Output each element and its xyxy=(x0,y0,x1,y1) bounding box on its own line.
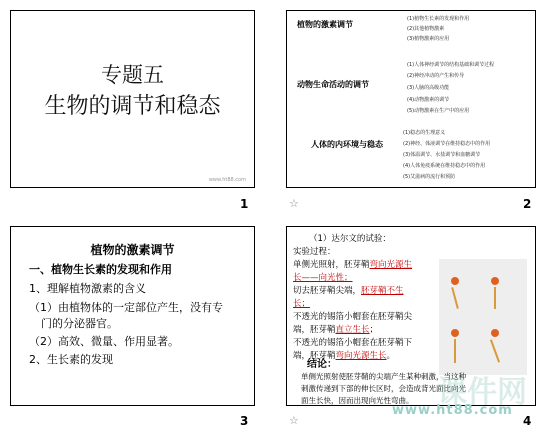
slide4-line: 切去胚芽鞘尖端，胚芽鞘不生 xyxy=(293,286,404,296)
slide3-line: （1）由植物体的一定部位产生，没有专 xyxy=(29,301,223,314)
slide4-line: 实验过程： xyxy=(293,247,336,257)
watermark-logo: 课件网 xyxy=(437,375,527,406)
slide3-line: 2、生长素的发现 xyxy=(29,353,113,366)
slide4-line: 不透光的锡箔小帽套在胚芽鞘尖 xyxy=(293,312,413,322)
slide4-conclusion-line: 单侧光照射使胚芽鞘的尖端产生某种刺激，当这种 xyxy=(301,372,466,381)
slide4-line: 长——向光性； xyxy=(293,273,353,283)
slide-number-1: 1 xyxy=(240,197,249,211)
slide2-heading-2: 动物生命活动的调节 xyxy=(297,80,369,89)
slide2-item: (5)艾滋病的流行和预防 xyxy=(403,174,456,180)
watermark-url: www.ht88.com xyxy=(392,403,513,418)
slide-thumbnail-2[interactable] xyxy=(286,10,536,188)
slide3-title: 植物的激素调节 xyxy=(90,243,175,257)
slide2-item: (4)人体免疫系统在维持稳态中的作用 xyxy=(403,163,486,169)
slide1-footer: www.ht88.com xyxy=(208,177,246,183)
slide2-heading-1: 植物的激素调节 xyxy=(297,20,353,29)
slide4-line: 单侧光照射，胚芽鞘弯向光源生 xyxy=(293,260,413,270)
slide-number-4: 4 xyxy=(523,414,532,428)
slide4-line: 长； xyxy=(293,299,311,309)
slide-transition-star-icon: ☆ xyxy=(289,197,299,210)
slide-thumbnail-4[interactable] xyxy=(286,226,536,406)
slide2-item: (1)植物生长素的发现和作用 xyxy=(407,16,470,22)
slide2-item: (4)动物激素的调节 xyxy=(407,97,450,103)
slide4-line: 端，胚芽鞘弯向光源生长。 xyxy=(293,351,396,361)
slide2-item: (2)神经冲动的产生和传导 xyxy=(407,73,465,79)
slide-number-2: 2 xyxy=(523,197,532,211)
slide4-conclusion-line: 面生长快，因而出现向光性弯曲。 xyxy=(301,396,414,405)
slide2-item: (2)神经、体液调节在维持稳态中的作用 xyxy=(403,141,491,147)
slide4-line: 不透光的锡箔小帽套在胚芽鞘下 xyxy=(293,338,413,348)
slide-thumbnail-1[interactable] xyxy=(10,10,255,188)
slide2-item: (5)动物激素在生产中的应用 xyxy=(407,108,470,114)
slide3-line: （2）高效、微量、作用显著。 xyxy=(29,335,179,348)
slide-transition-star-icon: ☆ xyxy=(289,414,299,427)
slide-number-3: 3 xyxy=(240,414,249,428)
experiment-illustration xyxy=(439,259,527,375)
slide3-line: 门的分泌器官。 xyxy=(41,317,118,330)
slide4-conclusion-line: 刺激传递到下部的伸长区时，会造成背光面比向光 xyxy=(301,384,466,393)
slide3-line: 1、理解植物激素的含义 xyxy=(29,282,146,295)
slide3-line: 一、植物生长素的发现和作用 xyxy=(29,263,172,276)
slide1-title-line1: 专题五 xyxy=(101,63,164,87)
slide2-item: (1)稳态的生理意义 xyxy=(403,130,446,136)
slide4-line: 端，胚芽鞘直立生长； xyxy=(293,325,379,335)
slide2-item: (3)体温调节、水盐调节和血糖调节 xyxy=(403,152,481,158)
slide4-conclusion-label: 结论： xyxy=(307,359,337,370)
slide2-heading-3: 人体的内环境与稳态 xyxy=(311,140,383,149)
slide4-line: （1）达尔文的试验： xyxy=(309,234,391,244)
slide2-item: (3)植物激素的应用 xyxy=(407,36,450,42)
slide2-item: (1)人体神经调节的结构基础和调节过程 xyxy=(407,62,495,68)
slide2-item: (2)其他植物激素 xyxy=(407,26,445,32)
slide-thumbnail-3[interactable] xyxy=(10,226,255,406)
slide2-item: (3)人脑的高级功能 xyxy=(407,85,450,91)
slide1-title-line2: 生物的调节和稳态 xyxy=(44,94,221,119)
